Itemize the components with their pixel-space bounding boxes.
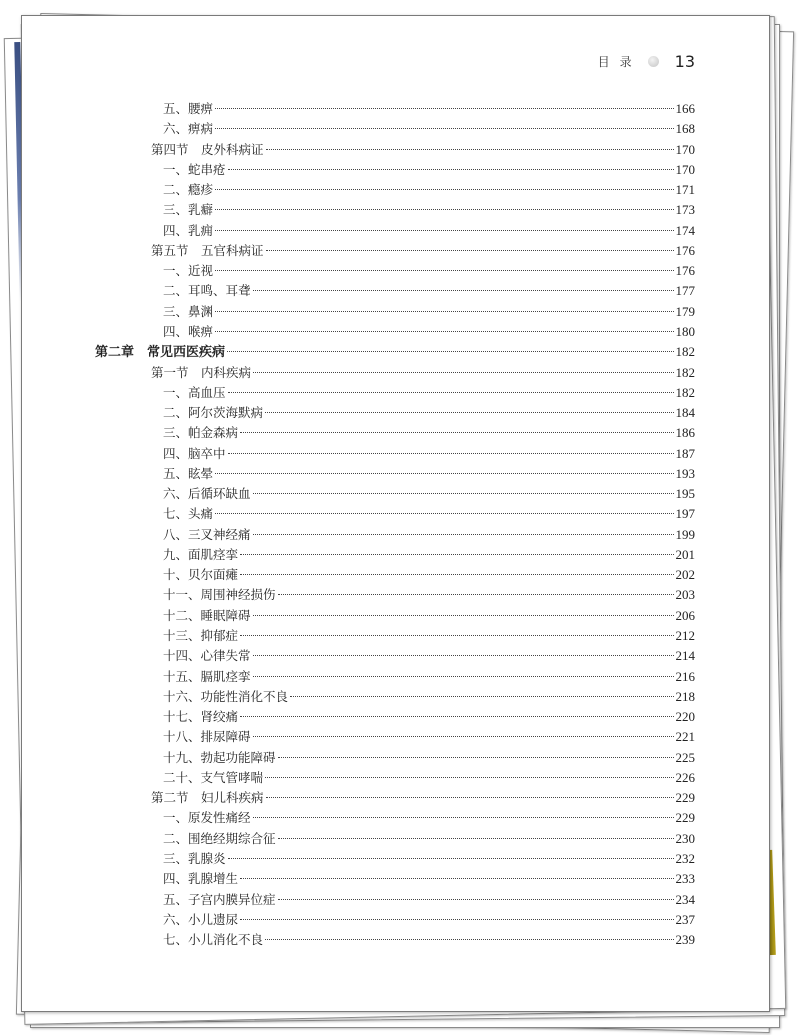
dot-leader — [240, 574, 673, 575]
dot-leader — [253, 615, 674, 616]
toc-item[interactable] — [163, 565, 695, 585]
toc-item[interactable] — [163, 464, 695, 484]
toc-title: 第二章 常见西医疾病 — [95, 345, 226, 361]
toc-title: 四、乳痈 — [163, 222, 214, 238]
toc-item[interactable] — [163, 383, 695, 403]
toc-item[interactable] — [163, 849, 695, 869]
toc-section[interactable] — [151, 788, 695, 808]
toc-page-number: 186 — [675, 425, 695, 441]
toc-page-number: 229 — [675, 810, 695, 826]
toc-item[interactable] — [163, 160, 695, 180]
dot-leader — [215, 311, 673, 312]
toc-title: 十、贝尔面瘫 — [163, 567, 239, 583]
toc-title: 一、蛇串疮 — [163, 161, 226, 177]
toc-page-number: 176 — [675, 263, 695, 279]
dot-leader — [265, 939, 673, 940]
toc-page-number: 182 — [675, 344, 695, 360]
toc-page-number: 221 — [675, 729, 695, 745]
toc-title: 五、眩晕 — [163, 465, 214, 481]
toc-title: 十六、功能性消化不良 — [163, 688, 289, 704]
toc-item[interactable] — [163, 322, 695, 342]
toc-title: 第四节 皮外科病证 — [151, 141, 264, 157]
header-dot-icon — [648, 56, 659, 67]
dot-leader — [265, 777, 673, 778]
toc-page-number: 179 — [675, 303, 695, 319]
toc-item[interactable] — [163, 545, 695, 565]
toc-page-number: 226 — [675, 769, 695, 785]
dot-leader — [215, 189, 673, 190]
dot-leader — [215, 513, 673, 514]
toc-page-number: 230 — [675, 830, 695, 846]
toc-item[interactable] — [163, 646, 695, 666]
toc-chapter[interactable] — [95, 342, 695, 362]
toc-section[interactable] — [151, 140, 695, 160]
toc-title: 五、子宫内膜异位症 — [163, 891, 276, 907]
toc-page-number: 216 — [675, 668, 695, 684]
toc-title: 七、小儿消化不良 — [163, 932, 264, 948]
toc-item[interactable] — [163, 890, 695, 910]
toc-page-number: 197 — [675, 506, 695, 522]
toc-item[interactable] — [163, 930, 695, 950]
toc-page-number: 166 — [675, 101, 695, 116]
toc-page-number: 212 — [675, 628, 695, 644]
dot-leader — [228, 392, 674, 393]
toc-title: 六、后循环缺血 — [163, 486, 251, 502]
toc-item[interactable] — [163, 423, 695, 443]
dot-leader — [215, 128, 673, 129]
dot-leader — [253, 736, 674, 737]
toc-page-number: 225 — [675, 749, 695, 765]
toc-title: 五、腰痹 — [163, 101, 214, 116]
running-header — [598, 52, 695, 71]
dot-leader — [253, 817, 674, 818]
header-title: 目录 — [597, 55, 642, 69]
toc-title: 九、面肌痉挛 — [163, 546, 239, 562]
toc-item[interactable] — [163, 910, 695, 930]
dot-leader — [253, 676, 674, 677]
toc-title: 二、瘾疹 — [163, 182, 214, 198]
toc-page-number: 234 — [675, 891, 695, 907]
toc-page-number: 201 — [675, 546, 695, 562]
toc-title: 七、头痛 — [163, 506, 214, 522]
toc-item[interactable] — [163, 606, 695, 626]
toc-item[interactable] — [163, 180, 695, 200]
toc-section[interactable] — [151, 363, 695, 383]
dot-leader — [253, 534, 674, 535]
dot-leader — [228, 169, 674, 170]
toc-item[interactable] — [163, 768, 695, 788]
toc-page-number: 174 — [675, 222, 695, 238]
toc-page-number: 195 — [675, 486, 695, 502]
toc-page-number: 171 — [675, 182, 695, 198]
toc-item[interactable] — [163, 444, 695, 464]
toc-page-number: 229 — [675, 790, 695, 806]
toc-title: 十八、排尿障碍 — [163, 729, 251, 745]
toc-item[interactable] — [163, 302, 695, 322]
toc-page-number: 239 — [675, 932, 695, 948]
toc-page-number: 177 — [675, 283, 695, 299]
toc-page-number: 170 — [675, 161, 695, 177]
toc-item[interactable] — [163, 484, 695, 504]
dot-leader — [253, 372, 673, 373]
toc-page-number: 237 — [675, 911, 695, 927]
toc-title: 一、原发性痛经 — [163, 810, 251, 826]
toc-title: 三、乳癖 — [163, 202, 214, 218]
toc-item[interactable] — [163, 261, 695, 281]
toc-page-number: 218 — [675, 688, 695, 704]
toc-title: 六、痹病 — [163, 121, 214, 137]
toc-page-number: 168 — [675, 121, 695, 137]
toc-title: 二、阿尔茨海默病 — [163, 405, 264, 421]
dot-leader — [215, 108, 673, 109]
toc-page-number: 233 — [675, 871, 695, 887]
toc-title: 十三、抑郁症 — [163, 628, 239, 644]
toc-title: 四、脑卒中 — [163, 445, 226, 461]
dot-leader — [215, 270, 673, 271]
toc-item[interactable] — [163, 869, 695, 889]
toc-item[interactable] — [163, 829, 695, 849]
toc-title: 十四、心律失常 — [163, 648, 251, 664]
toc-title: 十五、膈肌痉挛 — [163, 668, 251, 684]
toc-title: 三、乳腺炎 — [163, 850, 226, 866]
dot-leader — [240, 919, 673, 920]
toc-title: 二十、支气管哮喘 — [163, 769, 264, 785]
dot-leader — [253, 493, 674, 494]
dot-leader — [215, 473, 673, 474]
page-number: 13 — [674, 52, 695, 71]
toc-item[interactable] — [163, 99, 695, 119]
dot-leader — [227, 351, 673, 352]
toc-item[interactable] — [163, 281, 695, 301]
toc-page-number: 182 — [675, 364, 695, 380]
toc-title: 十一、周围神经损伤 — [163, 587, 276, 603]
toc-page-number: 220 — [675, 709, 695, 725]
dot-leader — [253, 290, 674, 291]
toc-page-number: 193 — [675, 465, 695, 481]
toc-title: 八、三叉神经痛 — [163, 526, 251, 542]
toc-item[interactable] — [163, 748, 695, 768]
dot-leader — [266, 149, 674, 150]
dot-leader — [290, 696, 673, 697]
toc-item[interactable] — [163, 808, 695, 828]
toc-title: 十九、勃起功能障碍 — [163, 749, 276, 765]
toc-page-number: 199 — [675, 526, 695, 542]
toc-page-number: 184 — [675, 405, 695, 421]
toc-item[interactable] — [163, 200, 695, 220]
toc-title: 第二节 妇儿科疾病 — [151, 790, 264, 806]
toc-item[interactable] — [163, 727, 695, 747]
toc-title: 六、小儿遗尿 — [163, 911, 239, 927]
toc-item[interactable] — [163, 687, 695, 707]
toc-title: 二、围绝经期综合征 — [163, 830, 276, 846]
toc-title: 第五节 五官科病证 — [151, 242, 264, 258]
dot-leader — [253, 655, 674, 656]
toc-title: 四、喉痹 — [163, 323, 214, 339]
dot-leader — [278, 838, 674, 839]
dot-leader — [240, 432, 673, 433]
toc-title: 四、乳腺增生 — [163, 871, 239, 887]
toc-page-number: 203 — [675, 587, 695, 603]
dot-leader — [266, 797, 674, 798]
dot-leader — [215, 209, 673, 210]
dot-leader — [240, 716, 673, 717]
dot-leader — [240, 554, 673, 555]
toc-item[interactable] — [163, 403, 695, 423]
toc-title: 十七、肾绞痛 — [163, 709, 239, 725]
toc-title: 第一节 内科疾病 — [151, 364, 252, 380]
toc-title: 二、耳鸣、耳聋 — [163, 283, 251, 299]
toc-page-number: 176 — [675, 242, 695, 258]
dot-leader — [266, 250, 674, 251]
toc-item[interactable] — [163, 667, 695, 687]
toc-item[interactable] — [163, 119, 695, 139]
toc-item[interactable] — [163, 221, 695, 241]
dot-leader — [265, 412, 673, 413]
toc-title: 三、鼻渊 — [163, 303, 214, 319]
dot-leader — [228, 858, 674, 859]
toc-item[interactable] — [163, 626, 695, 646]
toc-title: 三、帕金森病 — [163, 425, 239, 441]
toc-page-number: 187 — [675, 445, 695, 461]
toc-page-number: 202 — [675, 567, 695, 583]
toc-page-number: 232 — [675, 850, 695, 866]
dot-leader — [278, 899, 674, 900]
toc-item[interactable] — [163, 525, 695, 545]
toc-title: 一、近视 — [163, 263, 214, 279]
toc-page-number: 170 — [675, 141, 695, 157]
dot-leader — [215, 230, 673, 231]
toc-item[interactable] — [163, 707, 695, 727]
toc-title: 一、高血压 — [163, 384, 226, 400]
dot-leader — [278, 594, 674, 595]
dot-leader — [228, 453, 674, 454]
toc-title: 十二、睡眠障碍 — [163, 607, 251, 623]
dot-leader — [215, 331, 673, 332]
toc-item[interactable] — [163, 585, 695, 605]
toc-page-number: 180 — [675, 323, 695, 339]
dot-leader — [278, 757, 674, 758]
toc-section[interactable] — [151, 241, 695, 261]
toc-page-number: 182 — [675, 384, 695, 400]
toc-item[interactable] — [163, 504, 695, 524]
dot-leader — [240, 635, 673, 636]
toc-page-number: 214 — [675, 648, 695, 664]
toc-page-number: 173 — [675, 202, 695, 218]
toc-page-number: 206 — [675, 607, 695, 623]
dot-leader — [240, 878, 673, 879]
